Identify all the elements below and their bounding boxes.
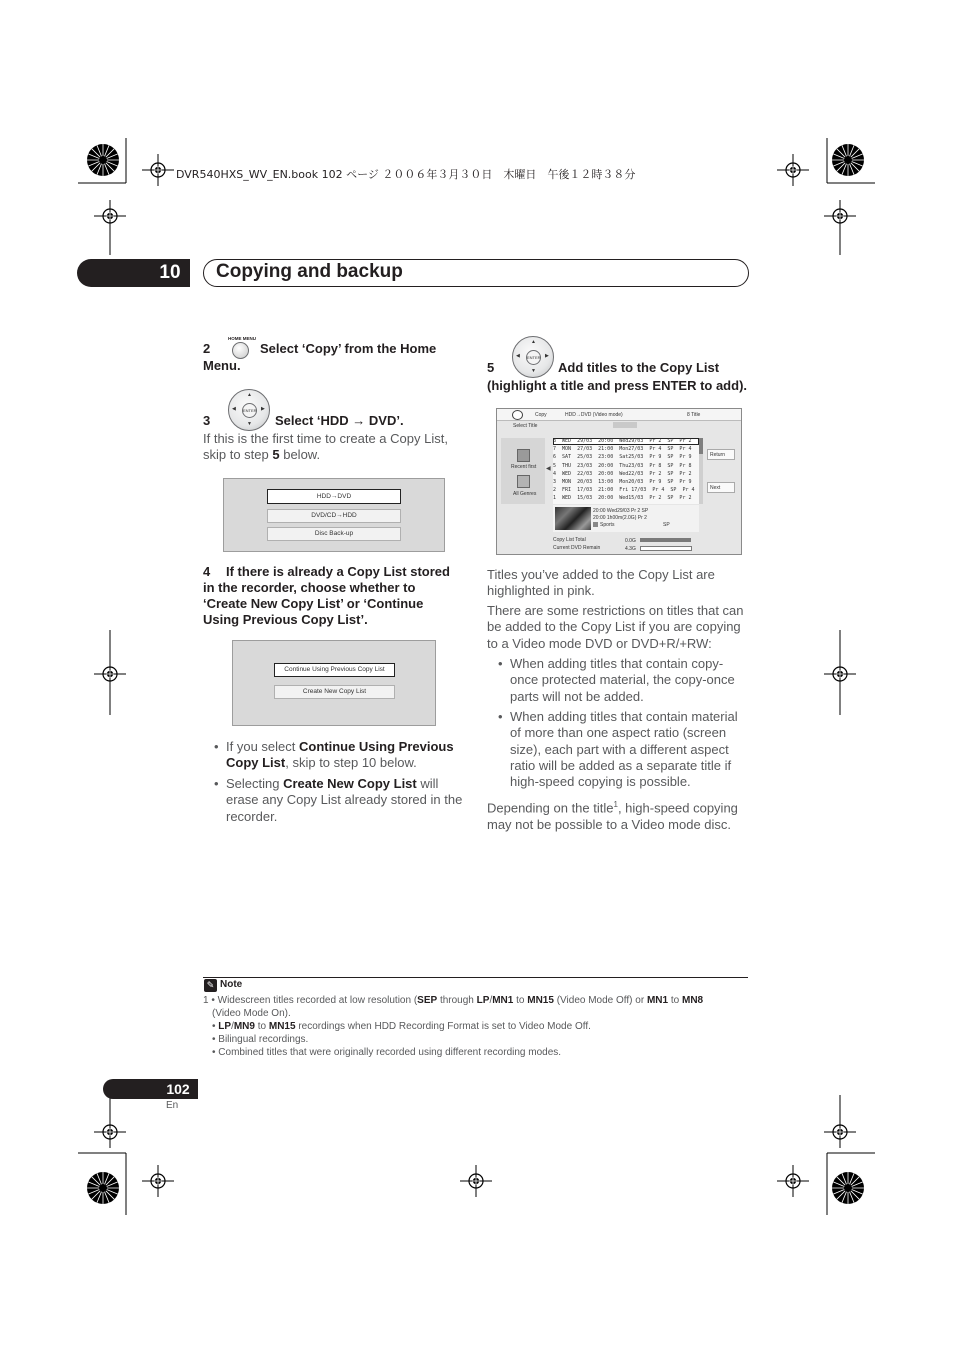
- note-lines: [203, 994, 703, 1059]
- chapter-number: 10: [159, 262, 181, 283]
- enter-label: ENTER: [242, 403, 257, 418]
- note-text: /: [231, 1021, 234, 1032]
- body-text: If you select: [226, 739, 299, 754]
- step-4-line-2: in the recorder, choose whether to: [203, 580, 416, 595]
- bullet-continue: [214, 739, 466, 772]
- bullet-dot: •: [498, 656, 503, 671]
- page-indicator: [613, 422, 637, 428]
- bullet-dot: •: [214, 739, 219, 754]
- note-line: [203, 1033, 703, 1046]
- right-arrow-icon: ▶: [261, 406, 265, 412]
- note-emphasis: SEP: [417, 995, 438, 1006]
- step-3-body-cont: [203, 447, 320, 463]
- note-text: to: [254, 1021, 269, 1032]
- step-4-line-4: Using Previous Copy List’.: [203, 612, 368, 627]
- copy-list-total-value: 0.0G: [625, 538, 636, 544]
- note-line: [203, 1007, 703, 1020]
- note-line: [203, 1046, 703, 1059]
- body-text: When adding titles that contain copy-once protected material, the copy-once parts will not be added.: [510, 656, 735, 704]
- body-text: Depending on the title: [487, 800, 614, 816]
- recent-first-icon[interactable]: [517, 449, 530, 462]
- note-emphasis: MN15: [527, 995, 554, 1006]
- note-emphasis: MN8: [681, 995, 704, 1006]
- note-heading: Note: [220, 979, 243, 990]
- note-text: recordings when HDD Recording Format is set to Video Mode Off.: [295, 1021, 591, 1032]
- bullet-create-new: [214, 776, 466, 825]
- note-body: [203, 994, 703, 1059]
- enter-label: ENTER: [526, 350, 541, 365]
- note-text: (Video Mode On).: [212, 1008, 291, 1019]
- note-emphasis: MN1: [492, 995, 514, 1006]
- screen-sidebar: [501, 438, 545, 504]
- note-emphasis: MN9: [233, 1021, 255, 1032]
- menu-item-disc-backup[interactable]: Disc Back-up: [267, 527, 401, 541]
- note-emphasis: MN1: [646, 995, 669, 1006]
- step-5-text-cont: (highlight a title and press ENTER to add).: [487, 378, 748, 393]
- table-row[interactable]: 8 WED 29/03 20:00 Wed29/03 Pr 2 SP Pr 2: [553, 438, 692, 444]
- left-arrow-icon: ◀: [232, 406, 236, 412]
- note-text: /: [489, 995, 493, 1006]
- copy-list-choice-screen: [232, 640, 436, 726]
- return-button[interactable]: [707, 449, 735, 460]
- table-row[interactable]: 1 WED 15/03 20:00 Wed15/03 Pr 2 SP Pr 2: [553, 495, 692, 502]
- enter-dial-icon: [512, 336, 554, 378]
- home-menu-button-label: HOME MENU: [228, 336, 256, 341]
- copy-menu-screen: [223, 478, 445, 552]
- body-text: below.: [279, 447, 321, 462]
- table-row[interactable]: 3 MON 20/03 13:00 Mon20/03 Pr 9 SP Pr 9: [553, 479, 692, 485]
- note-text: Widescreen titles recorded at low resolution (: [217, 995, 418, 1006]
- up-arrow-icon: ▲: [247, 392, 252, 398]
- body-text: , high-speed copying may not be possible to a Video mode disc.: [487, 800, 738, 832]
- left-arrow-icon: ◀: [516, 353, 520, 359]
- right-arrow-icon: ▶: [545, 353, 549, 359]
- step-ref: 5: [272, 447, 280, 462]
- copy-list-screen: [496, 408, 742, 555]
- bullet-dot: •: [498, 709, 503, 724]
- screen-subtitle: Select Title: [513, 423, 538, 429]
- copy-list-total-bar: [640, 538, 691, 542]
- up-arrow-icon: ▲: [531, 339, 536, 345]
- note-line: [203, 994, 703, 1007]
- note-prefix: •: [212, 1021, 219, 1032]
- info-line-1: 20:00 Wed29/03 Pr 2 SP: [593, 508, 649, 514]
- bullet-dot: •: [214, 776, 219, 791]
- step-3-body: If this is the first time to create a Copy List,: [203, 431, 448, 446]
- genre-icon: [593, 522, 598, 527]
- enter-dial-icon: [228, 389, 270, 431]
- page-language: En: [166, 1100, 179, 1111]
- menu-item-hdd-dvd[interactable]: HDD→DVD: [267, 489, 401, 504]
- menu-item-create-copy-list[interactable]: Create New Copy List: [274, 685, 395, 699]
- note-line: [203, 1020, 703, 1033]
- title-list: [553, 438, 699, 504]
- body-text: skip to step: [203, 447, 273, 462]
- table-row[interactable]: 2 FRI 17/03 21:00 Fri 17/03 Pr 4 SP Pr 4: [553, 487, 695, 494]
- bullet-copy-once: [498, 656, 750, 705]
- screen-tab: Copy: [535, 412, 547, 418]
- table-row[interactable]: 6 SAT 25/03 23:00 Sat25/03 Pr 9 SP Pr 9: [553, 454, 692, 461]
- return-button-label: Return: [710, 451, 726, 458]
- down-arrow-icon: ▼: [247, 421, 252, 427]
- emphasis: Continue Using Previous Copy List: [226, 739, 454, 771]
- down-arrow-icon: ▼: [531, 368, 536, 374]
- emphasis: Create New Copy List: [283, 776, 417, 791]
- para-restrictions: There are some restrictions on titles that can be added to the Copy List if you are copying to a Video mode DVD or DVD+R/+RW:: [487, 603, 744, 651]
- dvd-remain-label: Current DVD Remain: [553, 545, 601, 551]
- dvd-remain-bar: [640, 546, 692, 551]
- step-3-number: 3: [203, 413, 211, 428]
- screen-title-count: 8 Title: [687, 412, 701, 418]
- footnote-ref: 1: [613, 800, 618, 809]
- note-text: to: [513, 995, 528, 1006]
- sidebar-recent-first[interactable]: Recent first: [511, 464, 537, 470]
- note-prefix: 1 •: [203, 995, 218, 1006]
- copy-list-total-label: Copy List Total: [553, 537, 586, 543]
- note-text: Bilingual recordings.: [218, 1034, 309, 1045]
- sidebar-all-genres[interactable]: All Genres: [513, 491, 537, 497]
- step-5-number: 5: [487, 360, 495, 375]
- body-text: When adding titles that contain material of more than one aspect ratio (screen size), each part with a different aspect ratio will be added as a separate title if high-speed copying is possible.: [510, 709, 738, 790]
- info-pane: [553, 505, 699, 532]
- step-2-number: 2: [203, 341, 211, 356]
- table-row[interactable]: 4 WED 22/03 20:00 Wed22/03 Pr 2 SP Pr 2: [553, 470, 692, 477]
- body-text: , skip to step 10 below.: [285, 755, 417, 771]
- menu-item-dvd-hdd[interactable]: DVD/CD→HDD: [267, 509, 401, 523]
- note-prefix: •: [212, 1034, 219, 1045]
- note-text: (Video Mode Off) or: [553, 995, 647, 1006]
- home-menu-button-icon: [232, 342, 249, 359]
- para-highlighted-pink: Titles you’ve added to the Copy List are highlighted in pink.: [487, 567, 715, 599]
- next-button-label: Next: [710, 484, 721, 491]
- step-4-number: 4: [203, 564, 211, 579]
- thumbnail-image: [555, 507, 591, 530]
- step-4-line-1: If there is already a Copy List stored: [226, 564, 450, 579]
- step-2-text: Select ‘Copy’ from the Home: [260, 341, 437, 356]
- menu-item-continue-copy-list[interactable]: Continue Using Previous Copy List: [274, 663, 395, 677]
- step-5-text: Add titles to the Copy List: [558, 360, 720, 375]
- note-prefix: •: [212, 1047, 219, 1058]
- left-arrow-icon: ◀: [546, 466, 551, 472]
- chapter-title: Copying and backup: [216, 261, 403, 282]
- table-row[interactable]: 5 THU 23/03 20:00 Thu23/03 Pr 8 SP Pr 8: [553, 462, 692, 469]
- note-emphasis: MN15: [268, 1021, 296, 1032]
- step-3-text: Select ‘HDD → DVD’.: [275, 413, 404, 428]
- note-text: Combined titles that were originally recorded using different recording modes.: [218, 1047, 562, 1058]
- print-header: DVR540HXS_WV_EN.book 102 ページ ２００６年３月３０日 木曜日 午後１２時３８分: [176, 168, 636, 181]
- disc-icon: [512, 410, 523, 420]
- next-button[interactable]: [707, 482, 735, 493]
- note-emphasis: LP: [476, 995, 490, 1006]
- page-number: 102: [166, 1081, 190, 1097]
- body-text: will erase any Copy List already stored in the recorder.: [226, 776, 463, 824]
- info-line-2: 20:00 1h00m(2.0G) Pr 2: [593, 515, 647, 521]
- step-2-text-cont: Menu.: [203, 358, 241, 373]
- note-rule: [203, 977, 748, 978]
- para-high-speed: [487, 797, 749, 833]
- info-genre: Sports: [600, 522, 615, 528]
- all-genres-icon[interactable]: [517, 475, 530, 488]
- info-genre-mode: SP: [663, 522, 670, 528]
- table-row[interactable]: 7 MON 27/03 21:00 Mon27/03 Pr 4 SP Pr 4: [553, 446, 692, 453]
- bullet-aspect-ratio: [498, 709, 750, 790]
- note-text: to: [668, 995, 682, 1006]
- note-emphasis: LP: [218, 1021, 232, 1032]
- dvd-remain-value: 4.3G: [625, 546, 636, 552]
- body-text: Selecting: [226, 776, 284, 791]
- screen-mode: HDD→DVD (Video mode): [565, 412, 623, 418]
- step-4-line-3: ‘Create New Copy List’ or ‘Continue: [203, 596, 424, 611]
- note-pencil-icon: ✎: [204, 979, 217, 992]
- note-text: through: [437, 995, 477, 1006]
- scrollbar-thumb[interactable]: [699, 438, 703, 454]
